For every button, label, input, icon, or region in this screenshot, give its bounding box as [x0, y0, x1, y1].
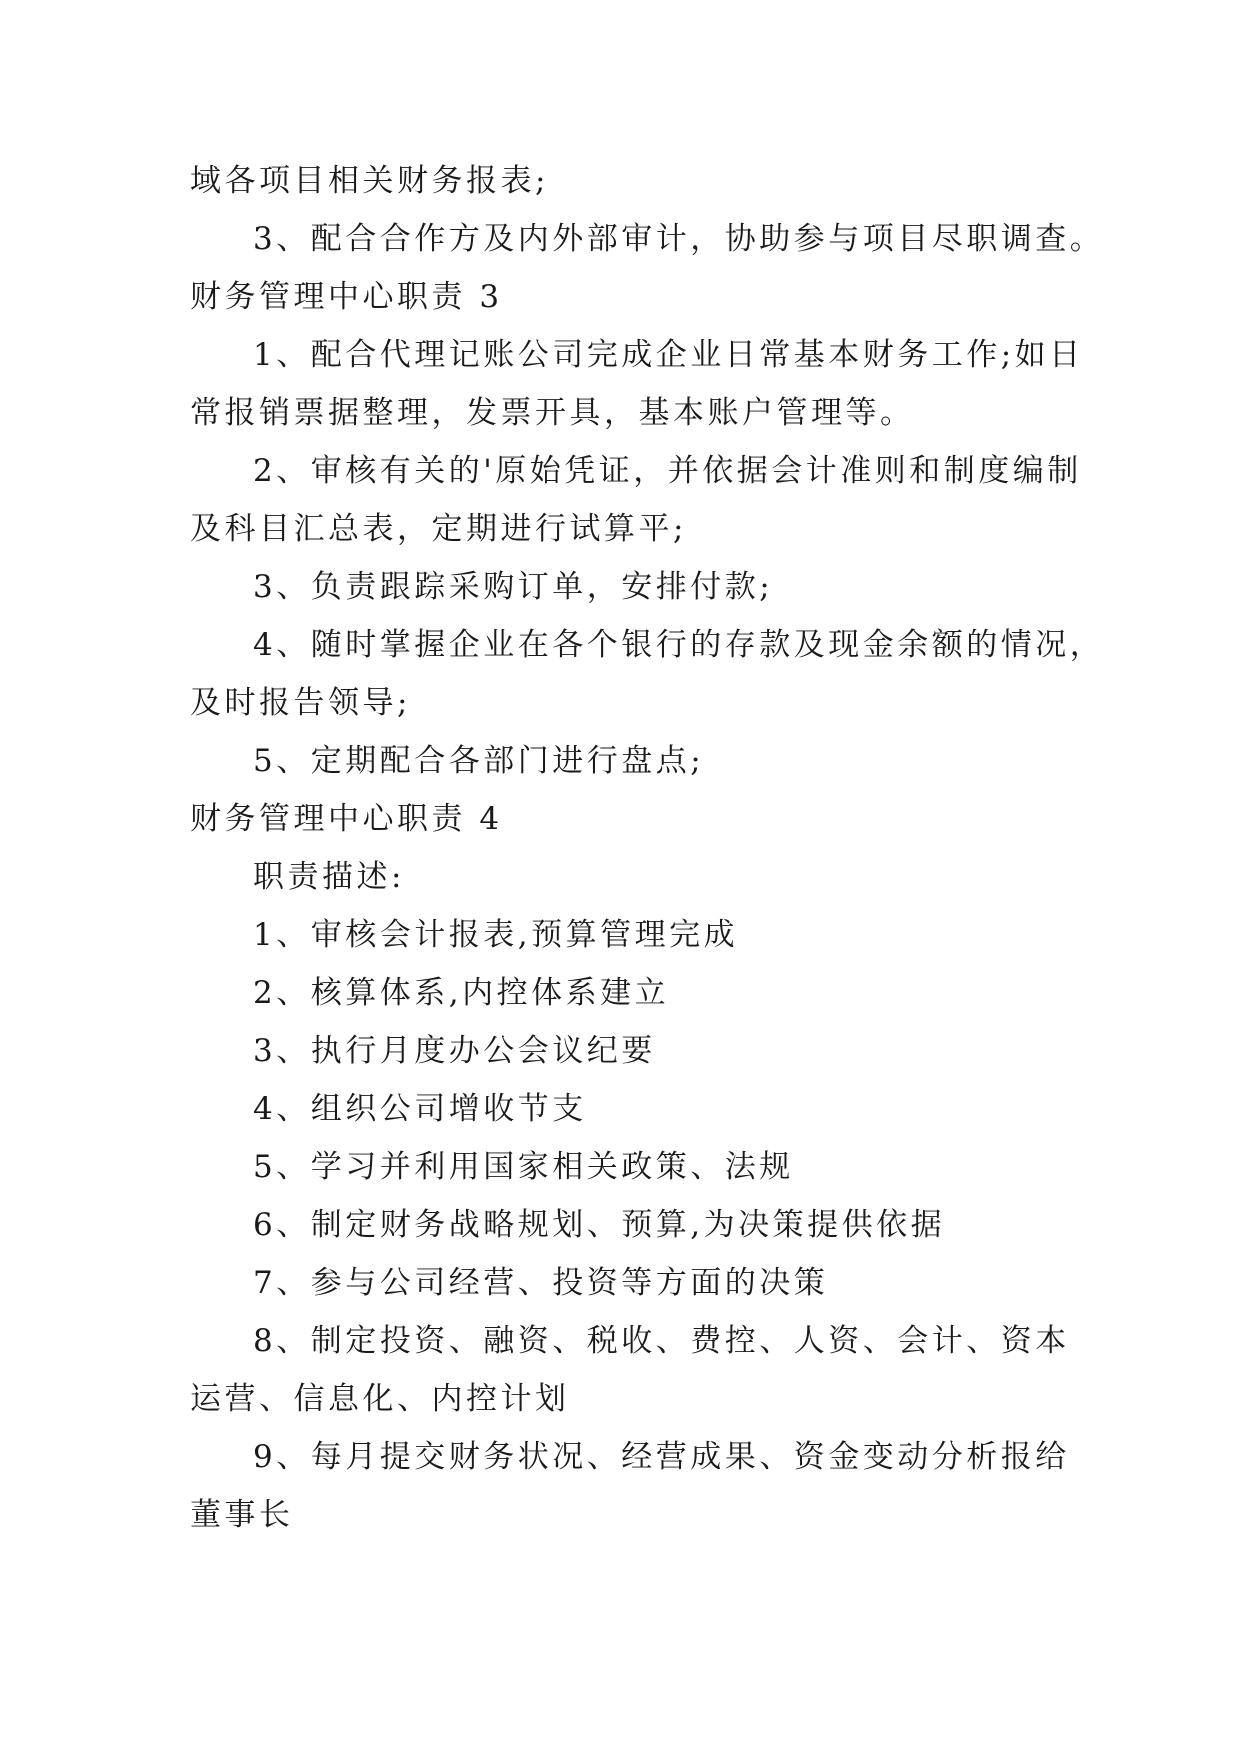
section-heading-responsibilities-3: 财务管理中心职责 3	[190, 279, 503, 315]
list-item-policy-study: 5、学习并利用国家相关政策、法规	[253, 1149, 794, 1185]
text-line-responsibility-continued: 域各项目相关财务报表;	[190, 163, 549, 199]
list-item-cost-saving: 4、组织公司增收节支	[253, 1091, 587, 1127]
list-item-purchase-orders: 3、负责跟踪采购订单，安排付款;	[253, 569, 774, 605]
list-item-audit-cooperation: 3、配合合作方及内外部审计，协助参与项目尽职调查。	[253, 221, 1105, 257]
list-item-strategy-planning: 6、制定财务战略规划、预算,为决策提供依据	[253, 1207, 946, 1243]
list-item-monthly-report: 9、每月提交财务状况、经营成果、资金变动分析报给	[253, 1439, 1070, 1475]
list-item-monthly-report-continued: 董事长	[190, 1497, 294, 1533]
section-heading-responsibilities-4: 财务管理中心职责 4	[190, 801, 503, 837]
list-item-accounting-system: 2、核算体系,内控体系建立	[253, 975, 670, 1011]
list-item-voucher-review-continued: 及科目汇总表，定期进行试算平;	[190, 511, 687, 547]
list-item-decision-participation: 7、参与公司经营、投资等方面的决策	[253, 1265, 829, 1301]
list-item-plan-formulation-continued: 运营、信息化、内控计划	[190, 1381, 570, 1417]
list-item-report-review: 1、审核会计报表,预算管理完成	[253, 917, 739, 953]
list-item-voucher-review: 2、审核有关的'原始凭证，并依据会计准则和制度编制	[253, 453, 1082, 489]
list-item-plan-formulation: 8、制定投资、融资、税收、费控、人资、会计、资本	[253, 1323, 1070, 1359]
document-body	[190, 152, 1105, 1544]
list-item-meeting-minutes: 3、执行月度办公会议纪要	[253, 1033, 656, 1069]
list-item-bank-balances: 4、随时掌握企业在各个银行的存款及现金余额的情况，	[253, 627, 1105, 663]
list-item-inventory-count: 5、定期配合各部门进行盘点;	[253, 743, 705, 779]
list-item-bank-balances-continued: 及时报告领导;	[190, 685, 411, 721]
subheading-duty-description: 职责描述:	[253, 859, 405, 895]
list-item-agency-bookkeeping-continued: 常报销票据整理，发票开具，基本账户管理等。	[190, 395, 915, 431]
list-item-agency-bookkeeping: 1、配合代理记账公司完成企业日常基本财务工作;如日	[253, 337, 1084, 373]
